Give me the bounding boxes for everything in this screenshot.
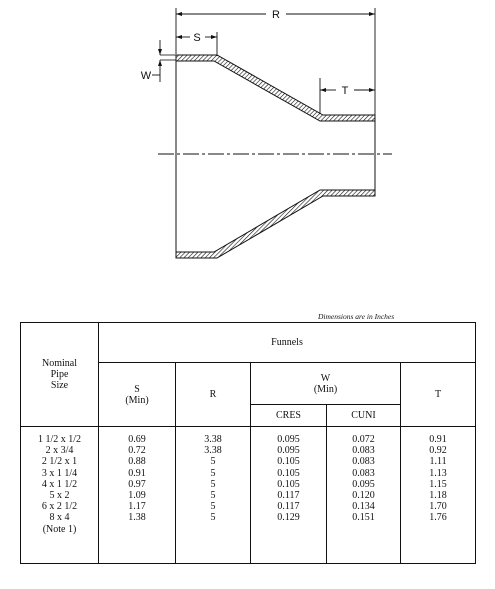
nominal-size-column: 1 1/2 x 1/2 2 x 3/4 2 1/2 x 1 3 x 1 1/4 4 x 1 1/2 5 x 2 6 x 2 1/2 8 x 4 (Note 1): [21, 427, 99, 564]
funnel-dimensions-table: [20, 322, 476, 564]
label-t: T: [341, 85, 349, 97]
label-w: W: [140, 70, 152, 82]
dimension-r: [176, 8, 375, 118]
nominal-pipe-size-header: Nominal Pipe Size: [21, 323, 99, 427]
dimensions-note: Dimensions are in Inches: [318, 312, 395, 321]
cuni-header: CUNI: [327, 405, 401, 427]
dimension-t: [320, 78, 375, 114]
s-min-header: S (Min): [99, 363, 176, 427]
lower-wall: [176, 190, 375, 258]
cres-header: CRES: [251, 405, 327, 427]
s-values-column: 0.69 0.72 0.88 0.91 0.97 1.09 1.17 1.38: [99, 427, 176, 564]
label-r: R: [272, 9, 280, 21]
dimension-w: [141, 40, 176, 82]
t-header: T: [401, 363, 476, 427]
funnels-header: Funnels: [99, 323, 476, 363]
w-min-header: W (Min): [251, 363, 401, 405]
dimension-s: [176, 32, 217, 56]
cres-values-column: 0.095 0.095 0.105 0.105 0.105 0.117 0.117 0.129: [251, 427, 327, 564]
funnel-profile: [158, 55, 392, 258]
cuni-values-column: 0.072 0.083 0.083 0.083 0.095 0.120 0.134 0.151: [327, 427, 401, 564]
t-values-column: 0.91 0.92 1.11 1.13 1.15 1.18 1.70 1.76: [401, 427, 476, 564]
r-header: R: [176, 363, 251, 427]
label-s: S: [193, 32, 201, 44]
r-values-column: 3.38 3.38 5 5 5 5 5 5: [176, 427, 251, 564]
